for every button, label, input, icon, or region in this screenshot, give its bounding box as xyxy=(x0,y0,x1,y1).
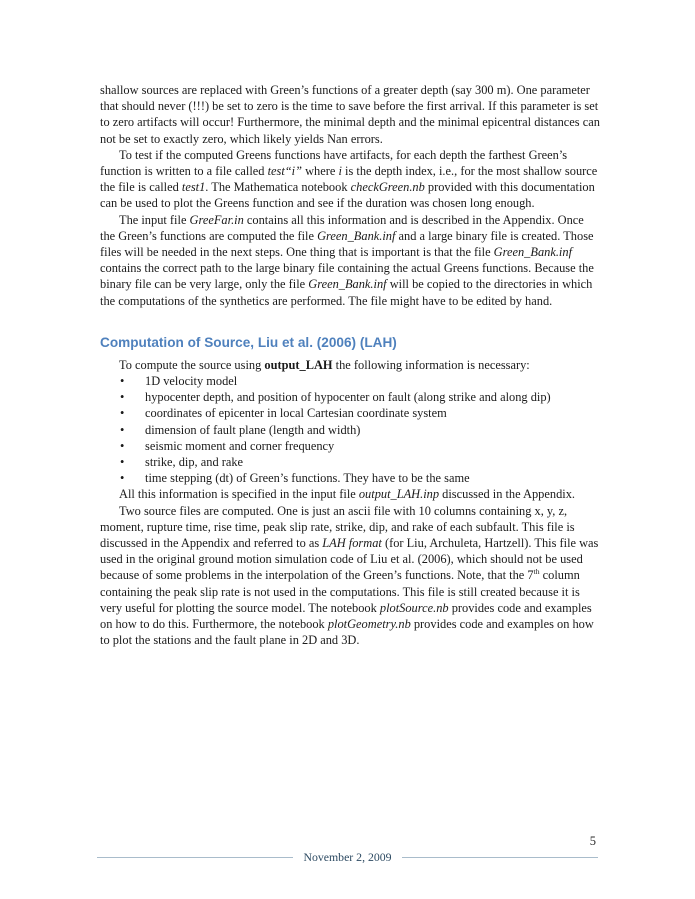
paragraph xyxy=(100,503,600,649)
paragraph xyxy=(100,212,600,309)
text-run: shallow sources are replaced with Green’s functions of a greater depth (say 300 m). One parameter that should never (!!!) be set to zero is the time to save before the first arrival. If this parameter is set to zero artifacts will occur! Furthermore, the minimal depth and the minimal epicentral distances can not be set to exactly zero, which likely yields Nan errors. xyxy=(100,83,600,146)
text-run: is the depth index, i.e., for the most shallow source the file is called xyxy=(100,164,598,195)
text-run: . The Mathematica notebook xyxy=(205,180,351,195)
footer-rule-left xyxy=(97,857,293,858)
section-heading xyxy=(100,335,600,351)
italic-run: Green_Bank.inf xyxy=(308,277,387,292)
text-run: contains the correct path to the large binary file containing the actual Greens functions. Because the binary file can be very large, only the file xyxy=(100,261,594,292)
text-run: (for Liu, Archuleta, Hartzell). This file was used in the original ground motion simulation code of Liu et al. (2006), which should not be used because of some problems in the interpolation of the Green’s functions. Note, that the 7 xyxy=(100,536,599,583)
page-number: 5 xyxy=(589,834,596,848)
document-content xyxy=(100,82,600,649)
text-run: contains all this information and is described in the Appendix. Once the Green’s functions are computed the file xyxy=(100,212,584,243)
italic-run: test“i” xyxy=(267,164,303,179)
italic-run: plotSource.nb xyxy=(379,600,449,615)
paragraph xyxy=(100,357,600,373)
text-run: will be copied to the directories in which the computations of the synthetics are performed. The file might have to be edited by hand. xyxy=(100,277,593,308)
text-run: discussed in the Appendix. xyxy=(439,487,576,502)
paragraph xyxy=(100,82,600,147)
bullet-item xyxy=(145,454,600,470)
text-run: To compute the source using xyxy=(119,357,265,372)
text-run: column containing the peak slip rate is not used in the computations. This file is still created because it is very useful for plotting the source model. The notebook xyxy=(100,568,580,615)
text-run: All this information is specified in the input file xyxy=(119,487,359,502)
text-run: provided with this documentation can be used to plot the Greens function and see if the duration was chosen long enough. xyxy=(100,180,595,211)
bullet-item xyxy=(145,422,600,438)
text-run: Computation of Source, Liu et al. (2006) (LAH) xyxy=(100,334,397,350)
footer-date: November 2, 2009 xyxy=(303,850,392,864)
text-run: coordinates of epicenter in local Cartesian coordinate system xyxy=(145,406,447,421)
text-run: 1D velocity model xyxy=(145,374,238,389)
italic-run: i xyxy=(338,164,342,179)
italic-run: Green_Bank.inf xyxy=(493,245,573,260)
bullet-item xyxy=(145,438,600,454)
text-run: hypocenter depth, and position of hypocenter on fault (along strike and along dip) xyxy=(145,390,551,405)
text-run: the following information is necessary: xyxy=(332,357,530,372)
text-run: provides code and examples on how to plot the stations and the fault plane in 2D and 3D. xyxy=(100,617,594,648)
bold-run: output_LAH xyxy=(264,357,333,372)
italic-run: checkGreen.nb xyxy=(350,180,425,195)
text-run: dimension of fault plane (length and width) xyxy=(145,422,361,437)
text-run: The input file xyxy=(119,212,190,227)
bullet-item xyxy=(145,389,600,405)
text-run: Two source files are computed. One is just an ascii file with 10 columns containing x, y, z, moment, rupture time, rise time, peak slip rate, strike, dip, and rake of each subfault. This file is discussed in the Appendix and referred to as xyxy=(100,503,575,551)
italic-run: test1 xyxy=(181,180,206,195)
text-run: seismic moment and corner frequency xyxy=(145,438,335,453)
text-run: strike, dip, and rake xyxy=(145,455,244,470)
footer-rule-right xyxy=(402,857,598,858)
bullet-item xyxy=(145,405,600,421)
italic-run: GreeFar.in xyxy=(189,212,244,227)
text-run: To test if the computed Greens functions have artifacts, for each depth the farthest Green’s function is written to a file called xyxy=(100,147,568,179)
paragraph xyxy=(100,147,600,212)
text-run: where xyxy=(302,164,339,179)
italic-run: output_LAH.inp xyxy=(358,487,440,502)
bullet-list xyxy=(100,373,600,486)
text-run: time stepping (dt) of Green’s functions. They have to be the same xyxy=(145,471,470,486)
page-footer xyxy=(97,850,598,865)
bullet-item xyxy=(145,373,600,389)
italic-run: plotGeometry.nb xyxy=(327,617,411,632)
paragraph xyxy=(100,486,600,502)
text-run: and a large binary file is created. Those files will be needed in the next steps. One thing that is important is that the file xyxy=(100,228,594,260)
sup-run: th xyxy=(533,567,540,577)
text-run: provides code and examples on how to do this. Furthermore, the notebook xyxy=(100,600,592,632)
italic-run: Green_Bank.inf xyxy=(317,228,396,243)
bullet-item xyxy=(145,470,600,486)
italic-run: LAH format xyxy=(322,536,382,551)
